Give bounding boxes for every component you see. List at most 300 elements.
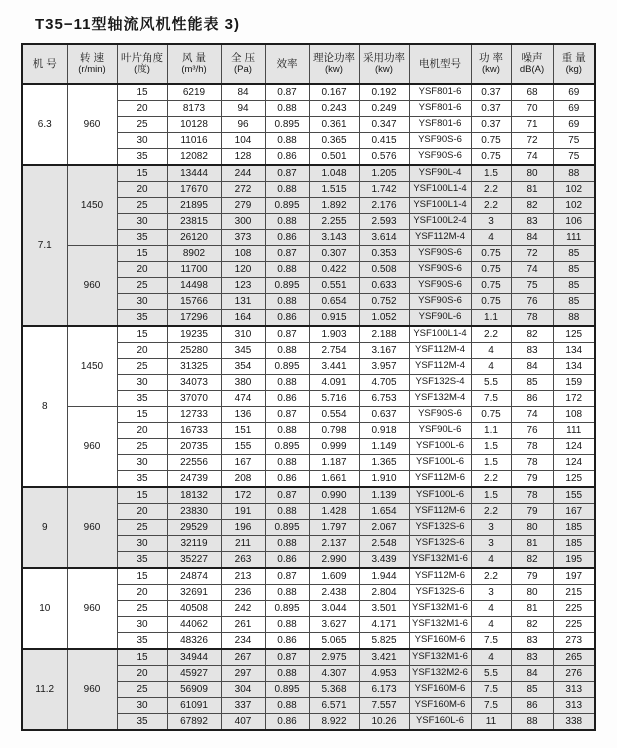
cell-weight: 125	[553, 326, 595, 343]
cell-adopted-power: 0.415	[359, 133, 409, 149]
column-header	[167, 44, 221, 84]
cell-noise: 76	[511, 294, 553, 310]
cell-theoretical-power: 0.361	[309, 117, 359, 133]
cell-weight: 102	[553, 198, 595, 214]
cell-noise: 81	[511, 601, 553, 617]
cell-total-pressure: 196	[221, 520, 265, 536]
cell-motor-model: YSF90L-6	[409, 310, 471, 327]
cell-adopted-power: 3.614	[359, 230, 409, 246]
cell-theoretical-power: 6.571	[309, 698, 359, 714]
cell-total-pressure: 345	[221, 343, 265, 359]
cell-theoretical-power: 0.990	[309, 487, 359, 504]
cell-total-pressure: 354	[221, 359, 265, 375]
column-header	[359, 44, 409, 84]
cell-theoretical-power: 1.661	[309, 471, 359, 488]
cell-theoretical-power: 0.798	[309, 423, 359, 439]
table-row	[22, 568, 595, 585]
cell-adopted-power: 3.501	[359, 601, 409, 617]
cell-efficiency: 0.87	[265, 165, 309, 182]
cell-weight: 159	[553, 375, 595, 391]
cell-theoretical-power: 0.365	[309, 133, 359, 149]
table-body	[22, 84, 595, 730]
column-header-line1: 转 速	[80, 52, 104, 64]
cell-theoretical-power: 1.515	[309, 182, 359, 198]
cell-adopted-power: 0.576	[359, 149, 409, 166]
cell-noise: 83	[511, 649, 553, 666]
cell-blade-angle: 20	[117, 182, 167, 198]
cell-air-volume: 32119	[167, 536, 221, 552]
cell-blade-angle: 15	[117, 649, 167, 666]
cell-theoretical-power: 2.754	[309, 343, 359, 359]
cell-adopted-power: 0.918	[359, 423, 409, 439]
cell-efficiency: 0.87	[265, 568, 309, 585]
cell-efficiency: 0.88	[265, 375, 309, 391]
cell-power: 4	[471, 359, 511, 375]
cell-adopted-power: 3.167	[359, 343, 409, 359]
cell-air-volume: 11016	[167, 133, 221, 149]
cell-air-volume: 32691	[167, 585, 221, 601]
cell-blade-angle: 25	[117, 198, 167, 214]
cell-weight: 195	[553, 552, 595, 569]
cell-blade-angle: 25	[117, 117, 167, 133]
column-header-line2: (m³/h)	[181, 64, 207, 76]
cell-adopted-power: 3.957	[359, 359, 409, 375]
cell-theoretical-power: 8.922	[309, 714, 359, 731]
cell-efficiency: 0.88	[265, 585, 309, 601]
cell-efficiency: 0.86	[265, 310, 309, 327]
cell-adopted-power: 3.421	[359, 649, 409, 666]
cell-air-volume: 29529	[167, 520, 221, 536]
table-row	[22, 84, 595, 101]
column-header	[409, 44, 471, 84]
cell-air-volume: 34073	[167, 375, 221, 391]
cell-theoretical-power: 0.554	[309, 407, 359, 423]
cell-adopted-power: 0.353	[359, 246, 409, 262]
cell-power: 0.75	[471, 262, 511, 278]
cell-weight: 215	[553, 585, 595, 601]
column-header-line1: 风 量	[182, 52, 206, 64]
cell-motor-model: YSF112M-6	[409, 568, 471, 585]
cell-noise: 76	[511, 423, 553, 439]
cell-theoretical-power: 3.044	[309, 601, 359, 617]
cell-power: 4	[471, 552, 511, 569]
cell-adopted-power: 1.944	[359, 568, 409, 585]
cell-adopted-power: 3.439	[359, 552, 409, 569]
cell-weight: 185	[553, 520, 595, 536]
cell-weight: 69	[553, 84, 595, 101]
machine-number-cell: 9	[22, 487, 67, 568]
cell-adopted-power: 0.249	[359, 101, 409, 117]
cell-total-pressure: 191	[221, 504, 265, 520]
cell-weight: 124	[553, 455, 595, 471]
cell-power: 0.75	[471, 149, 511, 166]
cell-weight: 134	[553, 359, 595, 375]
cell-theoretical-power: 5.716	[309, 391, 359, 407]
cell-power: 3	[471, 536, 511, 552]
cell-theoretical-power: 0.999	[309, 439, 359, 455]
cell-motor-model: YSF112M-6	[409, 504, 471, 520]
cell-blade-angle: 35	[117, 633, 167, 650]
cell-blade-angle: 25	[117, 278, 167, 294]
column-header	[553, 44, 595, 84]
cell-blade-angle: 20	[117, 101, 167, 117]
cell-motor-model: YSF90L-4	[409, 165, 471, 182]
cell-noise: 80	[511, 165, 553, 182]
cell-motor-model: YSF100L1-4	[409, 182, 471, 198]
cell-power: 11	[471, 714, 511, 731]
cell-power: 7.5	[471, 633, 511, 650]
cell-power: 1.1	[471, 423, 511, 439]
cell-noise: 82	[511, 552, 553, 569]
cell-motor-model: YSF160M-6	[409, 682, 471, 698]
cell-theoretical-power: 0.915	[309, 310, 359, 327]
cell-noise: 88	[511, 714, 553, 731]
cell-noise: 82	[511, 617, 553, 633]
cell-power: 0.75	[471, 246, 511, 262]
cell-air-volume: 56909	[167, 682, 221, 698]
speed-cell: 960	[67, 487, 117, 568]
cell-weight: 69	[553, 101, 595, 117]
cell-weight: 134	[553, 343, 595, 359]
column-header-line2: dB(A)	[519, 64, 545, 76]
cell-motor-model: YSF132S-6	[409, 585, 471, 601]
cell-air-volume: 24874	[167, 568, 221, 585]
cell-air-volume: 14498	[167, 278, 221, 294]
cell-total-pressure: 84	[221, 84, 265, 101]
cell-air-volume: 23830	[167, 504, 221, 520]
cell-adopted-power: 2.067	[359, 520, 409, 536]
column-header	[67, 44, 117, 84]
cell-total-pressure: 234	[221, 633, 265, 650]
cell-weight: 85	[553, 294, 595, 310]
cell-efficiency: 0.88	[265, 294, 309, 310]
cell-blade-angle: 35	[117, 471, 167, 488]
cell-weight: 313	[553, 682, 595, 698]
cell-noise: 84	[511, 230, 553, 246]
cell-theoretical-power: 5.368	[309, 682, 359, 698]
cell-efficiency: 0.88	[265, 423, 309, 439]
cell-efficiency: 0.88	[265, 536, 309, 552]
cell-blade-angle: 25	[117, 439, 167, 455]
cell-adopted-power: 2.804	[359, 585, 409, 601]
cell-blade-angle: 35	[117, 149, 167, 166]
cell-weight: 88	[553, 310, 595, 327]
column-header	[221, 44, 265, 84]
cell-motor-model: YSF112M-4	[409, 230, 471, 246]
cell-motor-model: YSF132M1-6	[409, 617, 471, 633]
cell-efficiency: 0.87	[265, 407, 309, 423]
cell-weight: 276	[553, 666, 595, 682]
cell-total-pressure: 164	[221, 310, 265, 327]
cell-noise: 75	[511, 278, 553, 294]
cell-weight: 75	[553, 133, 595, 149]
cell-power: 0.75	[471, 294, 511, 310]
cell-theoretical-power: 1.428	[309, 504, 359, 520]
cell-efficiency: 0.895	[265, 278, 309, 294]
cell-adopted-power: 7.557	[359, 698, 409, 714]
cell-blade-angle: 30	[117, 214, 167, 230]
machine-number-cell: 10	[22, 568, 67, 649]
cell-blade-angle: 25	[117, 682, 167, 698]
cell-efficiency: 0.88	[265, 133, 309, 149]
cell-noise: 82	[511, 326, 553, 343]
cell-theoretical-power: 0.307	[309, 246, 359, 262]
cell-blade-angle: 20	[117, 423, 167, 439]
cell-efficiency: 0.86	[265, 230, 309, 246]
cell-motor-model: YSF132M-4	[409, 391, 471, 407]
cell-weight: 172	[553, 391, 595, 407]
cell-power: 0.37	[471, 101, 511, 117]
cell-noise: 78	[511, 439, 553, 455]
cell-air-volume: 37070	[167, 391, 221, 407]
cell-weight: 197	[553, 568, 595, 585]
cell-power: 2.2	[471, 504, 511, 520]
cell-air-volume: 61091	[167, 698, 221, 714]
cell-blade-angle: 30	[117, 698, 167, 714]
cell-blade-angle: 25	[117, 359, 167, 375]
cell-total-pressure: 297	[221, 666, 265, 682]
cell-total-pressure: 94	[221, 101, 265, 117]
column-header-line1: 叶片角度	[121, 52, 163, 64]
cell-total-pressure: 136	[221, 407, 265, 423]
cell-air-volume: 21895	[167, 198, 221, 214]
cell-total-pressure: 108	[221, 246, 265, 262]
cell-theoretical-power: 0.422	[309, 262, 359, 278]
cell-air-volume: 35227	[167, 552, 221, 569]
cell-motor-model: YSF132M1-6	[409, 601, 471, 617]
cell-motor-model: YSF801-6	[409, 117, 471, 133]
cell-total-pressure: 211	[221, 536, 265, 552]
cell-theoretical-power: 0.501	[309, 149, 359, 166]
cell-blade-angle: 35	[117, 310, 167, 327]
cell-adopted-power: 1.149	[359, 439, 409, 455]
cell-air-volume: 25280	[167, 343, 221, 359]
cell-efficiency: 0.895	[265, 198, 309, 214]
cell-air-volume: 48326	[167, 633, 221, 650]
cell-total-pressure: 279	[221, 198, 265, 214]
cell-motor-model: YSF90S-6	[409, 278, 471, 294]
cell-power: 3	[471, 520, 511, 536]
cell-adopted-power: 1.139	[359, 487, 409, 504]
column-header-line1: 重 量	[561, 52, 586, 64]
cell-air-volume: 19235	[167, 326, 221, 343]
cell-power: 0.75	[471, 407, 511, 423]
cell-power: 2.2	[471, 198, 511, 214]
cell-theoretical-power: 0.167	[309, 84, 359, 101]
cell-total-pressure: 213	[221, 568, 265, 585]
column-header	[265, 44, 309, 84]
cell-theoretical-power: 3.143	[309, 230, 359, 246]
cell-blade-angle: 15	[117, 568, 167, 585]
cell-total-pressure: 272	[221, 182, 265, 198]
cell-motor-model: YSF112M-4	[409, 359, 471, 375]
cell-efficiency: 0.895	[265, 520, 309, 536]
cell-noise: 79	[511, 504, 553, 520]
cell-noise: 81	[511, 182, 553, 198]
cell-power: 2.2	[471, 568, 511, 585]
cell-air-volume: 10128	[167, 117, 221, 133]
cell-theoretical-power: 0.654	[309, 294, 359, 310]
table-row	[22, 326, 595, 343]
cell-power: 0.37	[471, 117, 511, 133]
cell-total-pressure: 236	[221, 585, 265, 601]
cell-motor-model: YSF112M-6	[409, 471, 471, 488]
column-header-line1: 理论功率	[313, 52, 355, 64]
cell-power: 1.1	[471, 310, 511, 327]
cell-noise: 85	[511, 682, 553, 698]
cell-power: 7.5	[471, 698, 511, 714]
cell-efficiency: 0.88	[265, 617, 309, 633]
cell-weight: 108	[553, 407, 595, 423]
cell-blade-angle: 20	[117, 585, 167, 601]
cell-power: 0.37	[471, 84, 511, 101]
cell-noise: 82	[511, 198, 553, 214]
cell-total-pressure: 310	[221, 326, 265, 343]
cell-total-pressure: 131	[221, 294, 265, 310]
cell-noise: 86	[511, 698, 553, 714]
cell-total-pressure: 407	[221, 714, 265, 731]
cell-weight: 124	[553, 439, 595, 455]
cell-motor-model: YSF132S-6	[409, 520, 471, 536]
cell-power: 0.75	[471, 278, 511, 294]
cell-air-volume: 26120	[167, 230, 221, 246]
cell-noise: 85	[511, 375, 553, 391]
cell-power: 1.5	[471, 455, 511, 471]
cell-total-pressure: 474	[221, 391, 265, 407]
cell-weight: 106	[553, 214, 595, 230]
cell-total-pressure: 172	[221, 487, 265, 504]
cell-total-pressure: 261	[221, 617, 265, 633]
cell-motor-model: YSF132S-6	[409, 536, 471, 552]
cell-blade-angle: 15	[117, 326, 167, 343]
column-header-line2: (kw)	[375, 64, 393, 76]
cell-motor-model: YSF100L2-4	[409, 214, 471, 230]
cell-adopted-power: 5.825	[359, 633, 409, 650]
table-row	[22, 246, 595, 262]
cell-motor-model: YSF132M1-6	[409, 552, 471, 569]
cell-total-pressure: 128	[221, 149, 265, 166]
cell-weight: 111	[553, 230, 595, 246]
cell-adopted-power: 10.26	[359, 714, 409, 731]
cell-adopted-power: 0.192	[359, 84, 409, 101]
cell-total-pressure: 373	[221, 230, 265, 246]
cell-noise: 80	[511, 585, 553, 601]
cell-efficiency: 0.88	[265, 343, 309, 359]
cell-adopted-power: 2.188	[359, 326, 409, 343]
cell-theoretical-power: 2.975	[309, 649, 359, 666]
cell-noise: 74	[511, 407, 553, 423]
cell-efficiency: 0.895	[265, 601, 309, 617]
cell-air-volume: 24739	[167, 471, 221, 488]
cell-total-pressure: 242	[221, 601, 265, 617]
cell-air-volume: 45927	[167, 666, 221, 682]
cell-weight: 185	[553, 536, 595, 552]
column-header-line1: 机 号	[32, 57, 57, 70]
cell-air-volume: 17296	[167, 310, 221, 327]
cell-adopted-power: 1.365	[359, 455, 409, 471]
cell-power: 4	[471, 649, 511, 666]
cell-theoretical-power: 2.438	[309, 585, 359, 601]
cell-efficiency: 0.88	[265, 182, 309, 198]
cell-total-pressure: 96	[221, 117, 265, 133]
cell-blade-angle: 15	[117, 165, 167, 182]
machine-number-cell: 8	[22, 326, 67, 487]
cell-total-pressure: 263	[221, 552, 265, 569]
cell-weight: 88	[553, 165, 595, 182]
cell-motor-model: YSF160L-6	[409, 714, 471, 731]
column-header-line1: 噪声	[521, 52, 543, 64]
cell-air-volume: 40508	[167, 601, 221, 617]
table-row	[22, 487, 595, 504]
cell-power: 4	[471, 617, 511, 633]
cell-total-pressure: 380	[221, 375, 265, 391]
column-header-line1: 采用功率	[363, 52, 405, 64]
cell-efficiency: 0.87	[265, 84, 309, 101]
cell-efficiency: 0.895	[265, 439, 309, 455]
cell-motor-model: YSF90S-6	[409, 262, 471, 278]
speed-cell: 960	[67, 246, 117, 327]
cell-noise: 74	[511, 149, 553, 166]
cell-noise: 78	[511, 487, 553, 504]
cell-weight: 167	[553, 504, 595, 520]
cell-efficiency: 0.86	[265, 714, 309, 731]
cell-blade-angle: 15	[117, 407, 167, 423]
cell-theoretical-power: 1.892	[309, 198, 359, 214]
cell-theoretical-power: 2.255	[309, 214, 359, 230]
table-row	[22, 165, 595, 182]
cell-blade-angle: 35	[117, 714, 167, 731]
cell-blade-angle: 25	[117, 520, 167, 536]
cell-theoretical-power: 3.627	[309, 617, 359, 633]
cell-motor-model: YSF90S-6	[409, 407, 471, 423]
cell-noise: 68	[511, 84, 553, 101]
cell-noise: 84	[511, 359, 553, 375]
cell-air-volume: 12082	[167, 149, 221, 166]
cell-air-volume: 17670	[167, 182, 221, 198]
speed-cell: 960	[67, 407, 117, 488]
cell-theoretical-power: 2.137	[309, 536, 359, 552]
cell-air-volume: 18132	[167, 487, 221, 504]
cell-power: 1.5	[471, 165, 511, 182]
cell-air-volume: 34944	[167, 649, 221, 666]
cell-air-volume: 16733	[167, 423, 221, 439]
cell-efficiency: 0.88	[265, 262, 309, 278]
cell-air-volume: 12733	[167, 407, 221, 423]
column-header	[511, 44, 553, 84]
cell-efficiency: 0.895	[265, 682, 309, 698]
cell-motor-model: YSF90S-6	[409, 294, 471, 310]
cell-noise: 72	[511, 246, 553, 262]
cell-adopted-power: 0.752	[359, 294, 409, 310]
cell-air-volume: 20735	[167, 439, 221, 455]
cell-efficiency: 0.87	[265, 246, 309, 262]
cell-blade-angle: 30	[117, 133, 167, 149]
cell-weight: 273	[553, 633, 595, 650]
cell-efficiency: 0.88	[265, 455, 309, 471]
cell-air-volume: 67892	[167, 714, 221, 731]
cell-blade-angle: 30	[117, 617, 167, 633]
cell-noise: 83	[511, 343, 553, 359]
cell-theoretical-power: 5.065	[309, 633, 359, 650]
cell-total-pressure: 337	[221, 698, 265, 714]
cell-weight: 155	[553, 487, 595, 504]
cell-noise: 78	[511, 455, 553, 471]
speed-cell: 1450	[67, 165, 117, 246]
cell-blade-angle: 20	[117, 666, 167, 682]
cell-power: 1.5	[471, 439, 511, 455]
cell-adopted-power: 2.548	[359, 536, 409, 552]
cell-noise: 80	[511, 520, 553, 536]
